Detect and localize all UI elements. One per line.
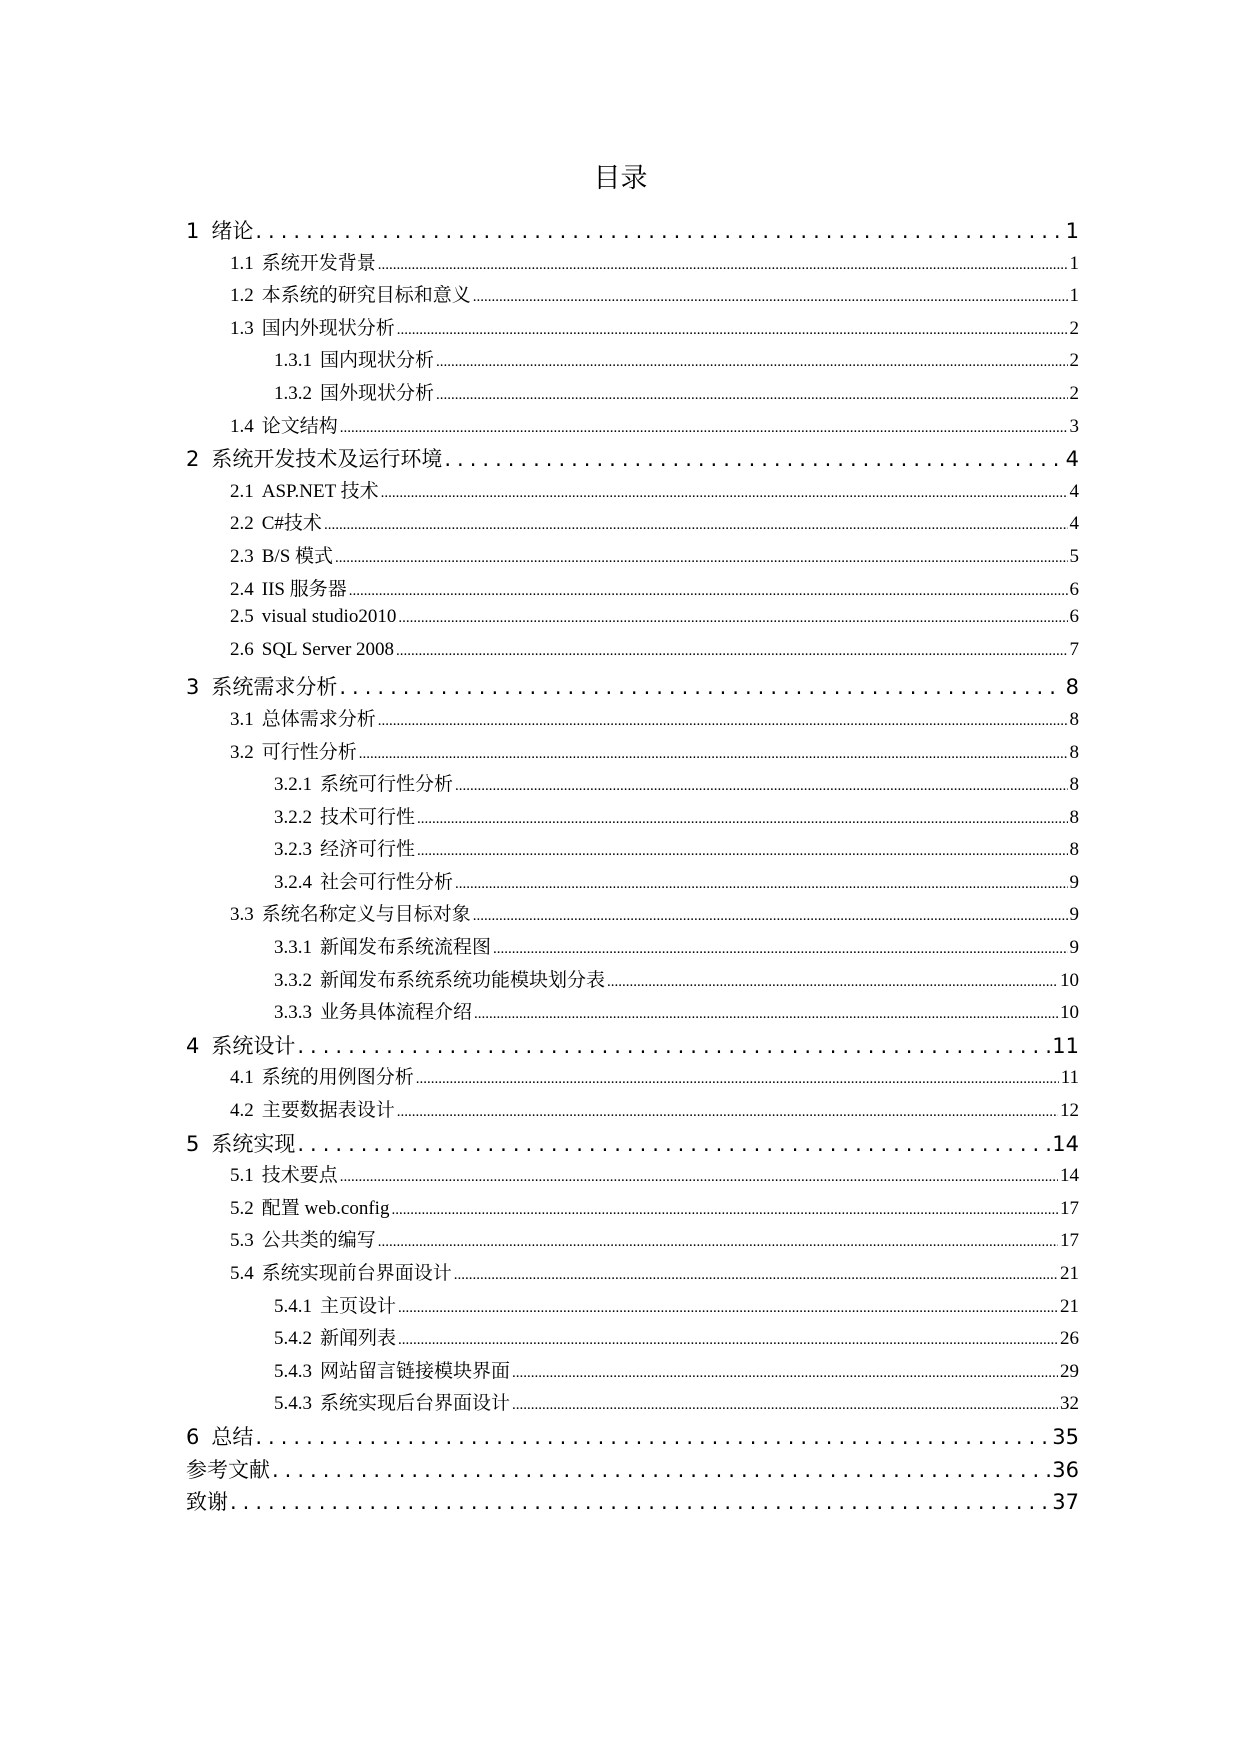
toc-entry-text: 技术要点 bbox=[261, 1165, 338, 1187]
toc-dot-leader bbox=[340, 420, 1068, 437]
toc-dot-leader bbox=[297, 1034, 1050, 1058]
toc-dot-leader bbox=[607, 974, 1058, 991]
toc-entry-text: 系统可行性分析 bbox=[320, 774, 454, 796]
toc-entry[interactable] bbox=[186, 737, 1079, 770]
toc-entry[interactable] bbox=[186, 899, 1079, 932]
toc-entry-text: 新闻发布系统流程图 bbox=[320, 937, 492, 959]
toc-entry[interactable] bbox=[186, 508, 1079, 541]
toc-entry-number: 3 bbox=[186, 675, 200, 700]
toc-entry[interactable] bbox=[186, 345, 1079, 378]
toc-entry[interactable] bbox=[186, 215, 1079, 248]
toc-entry-number: 5.1 bbox=[230, 1165, 254, 1187]
toc-dot-leader bbox=[359, 746, 1068, 763]
toc-page-number: 9 bbox=[1069, 937, 1079, 959]
toc-entry-text: B/S 模式 bbox=[261, 545, 334, 567]
toc-entry-number: 2.4 bbox=[230, 578, 254, 600]
toc-entry[interactable] bbox=[186, 1291, 1079, 1324]
toc-entry-text: 技术可行性 bbox=[320, 806, 416, 828]
toc-page-number: 11 bbox=[1052, 1033, 1079, 1058]
toc-dot-leader bbox=[378, 257, 1068, 274]
toc-entry-text: 系统实现前台界面设计 bbox=[261, 1263, 452, 1284]
toc-entry-number: 1.2 bbox=[230, 285, 254, 307]
toc-page-number: 2 bbox=[1069, 382, 1079, 404]
toc-page-number: 32 bbox=[1060, 1393, 1079, 1415]
toc-entry-text: 主要数据表设计 bbox=[261, 1100, 395, 1122]
toc-entry-number: 3.3.3 bbox=[274, 1002, 312, 1024]
toc-dot-leader bbox=[398, 1332, 1058, 1349]
toc-dot-leader bbox=[444, 447, 1063, 471]
toc-page-number: 14 bbox=[1052, 1131, 1079, 1156]
toc-page-number: 36 bbox=[1052, 1457, 1079, 1482]
toc-page-number: 17 bbox=[1060, 1197, 1079, 1219]
toc-dot-leader bbox=[381, 485, 1068, 502]
toc-entry[interactable] bbox=[186, 411, 1079, 444]
toc-entry-text: IIS 服务器 bbox=[261, 578, 347, 600]
toc-entry-text: 总结 bbox=[211, 1424, 254, 1449]
toc-dot-leader bbox=[378, 713, 1068, 730]
toc-entry-number: 5.4.3 bbox=[274, 1393, 312, 1415]
toc-page-number: 29 bbox=[1060, 1360, 1079, 1382]
toc-entry-number: 1.3 bbox=[230, 317, 254, 339]
toc-entry-text: 系统设计 bbox=[211, 1033, 296, 1058]
toc-entry-text: 社会可行性分析 bbox=[320, 871, 454, 893]
toc-dot-leader bbox=[436, 387, 1067, 404]
toc-entry[interactable] bbox=[186, 248, 1079, 281]
toc-entry[interactable] bbox=[186, 1421, 1079, 1454]
toc-entry[interactable] bbox=[186, 639, 1079, 672]
toc-dot-leader bbox=[335, 550, 1067, 567]
toc-entry[interactable] bbox=[186, 1323, 1079, 1356]
toc-entry[interactable] bbox=[186, 834, 1079, 867]
toc-entry-number: 5.4 bbox=[230, 1263, 254, 1284]
toc-entry-text: 新闻列表 bbox=[320, 1328, 397, 1350]
toc-page-number: 1 bbox=[1069, 252, 1079, 274]
toc-dot-leader bbox=[255, 219, 1063, 243]
toc-entry-text: 主页设计 bbox=[320, 1295, 397, 1317]
toc-page-number: 4 bbox=[1065, 447, 1079, 472]
toc-entry-number: 3.3.1 bbox=[274, 937, 312, 959]
toc-entry[interactable] bbox=[186, 802, 1079, 835]
toc-page-number: 2 bbox=[1069, 317, 1079, 339]
toc-entry-number: 1.1 bbox=[230, 252, 254, 274]
toc-dot-leader bbox=[397, 1104, 1058, 1121]
toc-dot-leader bbox=[397, 322, 1068, 339]
toc-entry-text: 本系统的研究目标和意义 bbox=[261, 285, 471, 307]
toc-entry-number: 5.4.1 bbox=[274, 1295, 312, 1317]
toc-dot-leader bbox=[396, 643, 1067, 660]
toc-entry-number: 4.1 bbox=[230, 1067, 254, 1089]
toc-page-number: 1 bbox=[1069, 285, 1079, 307]
toc-entry[interactable] bbox=[186, 443, 1079, 476]
toc-entry-number: 2.6 bbox=[230, 638, 254, 660]
toc-entry[interactable] bbox=[186, 1258, 1079, 1291]
toc-dot-leader bbox=[417, 811, 1067, 828]
toc-page-number: 3 bbox=[1069, 415, 1079, 437]
toc-entry-text: 系统实现 bbox=[211, 1131, 296, 1156]
toc-entry-text: 参考文献 bbox=[186, 1457, 270, 1482]
toc-page-number: 8 bbox=[1069, 708, 1079, 730]
toc-page-number: 17 bbox=[1060, 1230, 1079, 1252]
toc-entry[interactable] bbox=[186, 1160, 1079, 1193]
toc-page-number: 35 bbox=[1052, 1424, 1079, 1449]
toc-page-number: 12 bbox=[1060, 1100, 1079, 1122]
toc-entry-text: 系统的用例图分析 bbox=[261, 1067, 414, 1089]
toc-entry[interactable] bbox=[186, 932, 1079, 965]
toc-entry-number: 5.4.2 bbox=[274, 1328, 312, 1350]
toc-entry-number: 4 bbox=[186, 1033, 200, 1058]
toc-entry[interactable] bbox=[186, 1062, 1079, 1095]
toc-entry-text: 致谢 bbox=[186, 1490, 228, 1515]
toc-entry-text: 论文结构 bbox=[261, 415, 338, 437]
table-of-contents bbox=[186, 215, 1079, 1519]
toc-dot-leader bbox=[272, 1458, 1050, 1482]
toc-entry-text: SQL Server 2008 bbox=[261, 638, 395, 660]
toc-entry[interactable] bbox=[186, 769, 1079, 802]
toc-entry-number: 3.3 bbox=[230, 904, 254, 926]
toc-entry-number: 3.2 bbox=[230, 741, 254, 763]
toc-entry-text: ASP.NET 技术 bbox=[261, 480, 379, 502]
toc-title: 目录 bbox=[593, 163, 648, 194]
toc-entry[interactable] bbox=[186, 313, 1079, 346]
toc-entry-text: C#技术 bbox=[261, 513, 322, 535]
toc-dot-leader bbox=[340, 1169, 1058, 1186]
toc-entry[interactable] bbox=[186, 280, 1079, 313]
toc-page-number: 6 bbox=[1069, 606, 1079, 628]
toc-entry-number: 5.4.3 bbox=[274, 1360, 312, 1382]
toc-entry[interactable] bbox=[186, 1454, 1079, 1487]
toc-entry-number: 3.2.3 bbox=[274, 839, 312, 861]
toc-dot-leader bbox=[378, 1234, 1058, 1251]
toc-page-number: 10 bbox=[1060, 1002, 1079, 1024]
toc-entry-number: 1 bbox=[186, 219, 200, 243]
toc-page-number: 4 bbox=[1069, 513, 1079, 535]
toc-entry-number: 2.1 bbox=[230, 480, 254, 502]
toc-page-number: 8 bbox=[1069, 806, 1079, 828]
toc-dot-leader bbox=[512, 1397, 1058, 1414]
toc-dot-leader bbox=[454, 1267, 1058, 1284]
toc-entry[interactable] bbox=[186, 574, 1079, 607]
toc-entry-number: 5.2 bbox=[230, 1197, 254, 1219]
toc-entry-number: 5.3 bbox=[230, 1230, 254, 1252]
toc-page-number: 2 bbox=[1069, 350, 1079, 372]
toc-entry-number: 3.3.2 bbox=[274, 969, 312, 991]
toc-entry[interactable] bbox=[186, 606, 1079, 639]
toc-page-number: 14 bbox=[1060, 1165, 1079, 1187]
toc-entry-text: visual studio2010 bbox=[261, 606, 397, 628]
toc-page-number: 9 bbox=[1069, 904, 1079, 926]
toc-entry[interactable] bbox=[186, 965, 1079, 998]
toc-entry-text: 国外现状分析 bbox=[320, 382, 435, 404]
toc-entry-number: 3.2.1 bbox=[274, 774, 312, 796]
toc-entry-text: 新闻发布系统系统功能模块划分表 bbox=[320, 969, 606, 991]
toc-entry-text: 可行性分析 bbox=[261, 741, 357, 763]
toc-page-number: 8 bbox=[1069, 839, 1079, 861]
toc-dot-leader bbox=[473, 908, 1068, 925]
toc-entry-text: 配置 web.config bbox=[261, 1197, 390, 1219]
toc-entry-text: 国内外现状分析 bbox=[261, 317, 395, 339]
toc-entry-text: 经济可行性 bbox=[320, 839, 416, 861]
toc-dot-leader bbox=[324, 517, 1068, 534]
toc-entry[interactable] bbox=[186, 541, 1079, 574]
toc-entry-number: 1.4 bbox=[230, 415, 254, 437]
toc-entry[interactable] bbox=[186, 1486, 1079, 1519]
toc-page-number: 21 bbox=[1060, 1263, 1079, 1284]
toc-entry-text: 系统实现后台界面设计 bbox=[320, 1393, 511, 1415]
toc-entry-text: 国内现状分析 bbox=[320, 350, 435, 372]
toc-dot-leader bbox=[512, 1365, 1058, 1382]
toc-dot-leader bbox=[455, 876, 1067, 893]
toc-entry[interactable] bbox=[186, 476, 1079, 509]
toc-entry[interactable] bbox=[186, 1388, 1079, 1421]
toc-page-number: 7 bbox=[1069, 638, 1079, 660]
toc-page-number: 26 bbox=[1060, 1328, 1079, 1350]
toc-dot-leader bbox=[339, 675, 1063, 699]
toc-dot-leader bbox=[417, 843, 1067, 860]
toc-dot-leader bbox=[455, 778, 1067, 795]
toc-dot-leader bbox=[398, 610, 1067, 627]
toc-entry-number: 3.2.4 bbox=[274, 871, 312, 893]
toc-entry-text: 系统名称定义与目标对象 bbox=[261, 904, 471, 926]
toc-entry-text: 系统开发技术及运行环境 bbox=[211, 447, 443, 472]
toc-dot-leader bbox=[230, 1490, 1050, 1514]
toc-entry[interactable] bbox=[186, 1225, 1079, 1258]
toc-page-number: 8 bbox=[1069, 774, 1079, 796]
toc-page-number: 4 bbox=[1069, 480, 1079, 502]
toc-entry[interactable] bbox=[186, 1030, 1079, 1063]
toc-entry-text: 业务具体流程介绍 bbox=[320, 1002, 473, 1024]
toc-entry-text: 公共类的编写 bbox=[261, 1230, 376, 1252]
toc-dot-leader bbox=[398, 1300, 1058, 1317]
toc-entry-number: 5 bbox=[186, 1131, 200, 1156]
toc-entry-number: 2 bbox=[186, 447, 200, 472]
toc-dot-leader bbox=[493, 941, 1067, 958]
toc-entry-text: 系统需求分析 bbox=[211, 675, 338, 700]
toc-page-number: 37 bbox=[1052, 1490, 1079, 1515]
toc-dot-leader bbox=[297, 1132, 1050, 1156]
toc-entry[interactable] bbox=[186, 1128, 1079, 1161]
toc-entry[interactable] bbox=[186, 671, 1079, 704]
toc-dot-leader bbox=[416, 1071, 1059, 1088]
toc-entry-number: 1.3.1 bbox=[274, 350, 312, 372]
toc-entry-number: 6 bbox=[186, 1424, 200, 1449]
toc-page-number: 5 bbox=[1069, 545, 1079, 567]
toc-entry-number: 3.2.2 bbox=[274, 806, 312, 828]
toc-page-number: 11 bbox=[1060, 1067, 1079, 1089]
toc-page-number: 1 bbox=[1065, 219, 1079, 243]
toc-dot-leader bbox=[391, 1202, 1058, 1219]
toc-entry[interactable] bbox=[186, 1356, 1079, 1389]
toc-page-number: 9 bbox=[1069, 871, 1079, 893]
toc-entry[interactable] bbox=[186, 997, 1079, 1030]
toc-entry-number: 4.2 bbox=[230, 1100, 254, 1122]
toc-entry-number: 2.3 bbox=[230, 545, 254, 567]
toc-dot-leader bbox=[349, 583, 1068, 600]
toc-page-number: 8 bbox=[1065, 675, 1079, 700]
toc-entry-number: 2.2 bbox=[230, 513, 254, 535]
toc-dot-leader bbox=[474, 1006, 1058, 1023]
toc-entry[interactable] bbox=[186, 1193, 1079, 1226]
toc-entry-number: 2.5 bbox=[230, 606, 254, 628]
toc-page-number: 10 bbox=[1060, 969, 1079, 991]
toc-entry[interactable] bbox=[186, 378, 1079, 411]
toc-entry-text: 绪论 bbox=[211, 219, 254, 243]
toc-page-number: 21 bbox=[1060, 1295, 1079, 1317]
toc-entry-text: 系统开发背景 bbox=[261, 252, 376, 274]
toc-entry[interactable] bbox=[186, 1095, 1079, 1128]
toc-page-number: 8 bbox=[1069, 741, 1079, 763]
toc-dot-leader bbox=[255, 1425, 1050, 1449]
toc-entry-text: 总体需求分析 bbox=[261, 708, 376, 730]
toc-dot-leader bbox=[436, 354, 1067, 371]
toc-entry-text: 网站留言链接模块界面 bbox=[320, 1360, 511, 1382]
toc-entry-number: 3.1 bbox=[230, 708, 254, 730]
toc-page-number: 6 bbox=[1069, 578, 1079, 600]
toc-dot-leader bbox=[473, 289, 1068, 306]
toc-entry-number: 1.3.2 bbox=[274, 382, 312, 404]
toc-entry[interactable] bbox=[186, 867, 1079, 900]
toc-entry[interactable] bbox=[186, 704, 1079, 737]
